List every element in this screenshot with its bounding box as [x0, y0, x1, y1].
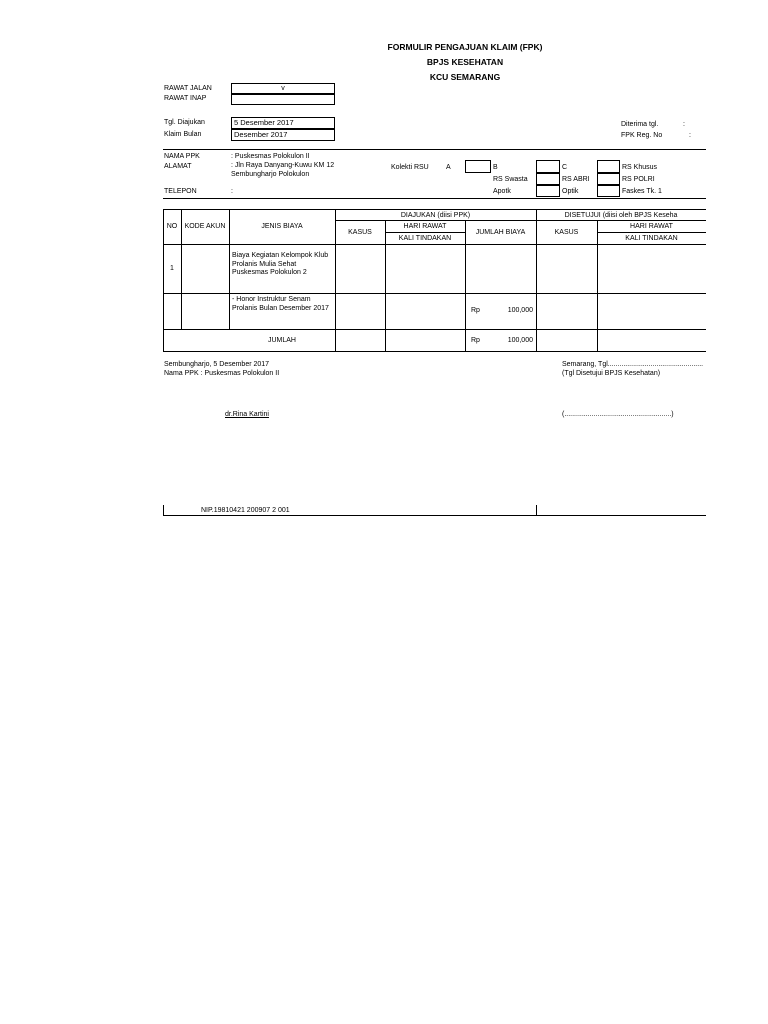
ppk-top-rule [163, 149, 706, 150]
jumlah-amount: 100,000 [507, 337, 533, 344]
hari-rawat-header: HARI RAWAT [403, 223, 447, 230]
rawat-inap-field[interactable] [231, 94, 335, 105]
table-row-jenis: Biaya Kegiatan Kelompok Klub Prolanis Mulia Sehat Puskesmas Polokulon 2 [232, 252, 329, 276]
rawat-jalan-field[interactable]: v [231, 83, 335, 94]
col-no-header: NO [166, 223, 178, 230]
alamat-value-2: Sembungharjo Polokulon [231, 171, 310, 178]
ppk-bottom-rule [163, 198, 706, 199]
footer-left-rule [163, 505, 164, 515]
jumlah-label: JUMLAH [267, 337, 296, 344]
tgl-diajukan-label: Tgl. Diajukan [164, 119, 205, 126]
table-row-currency: Rp [471, 307, 480, 314]
rs-abri-label: RS ABRI [562, 176, 590, 183]
kasus-2-header: KASUS [554, 229, 579, 236]
jumlah-biaya-header: JUMLAH BIAYA [475, 229, 526, 236]
bpjs-signer-line: (.......................................................) [562, 411, 674, 418]
optik-label: Optik [562, 188, 579, 195]
bpjs-approval-note: (Tgl Disetujui BPJS Kesehatan) [562, 370, 661, 377]
table-row-no: 1 [170, 265, 174, 272]
place-date: Sembungharjo, 5 Desember 2017 [164, 361, 270, 368]
org-name: BPJS KESEHATAN [426, 57, 504, 67]
hari-rawat-2-header: HARI RAWAT [630, 223, 673, 230]
table-row-jenis: - Honor Instruktur Senam Prolanis Bulan Desember 2017 [232, 296, 329, 312]
form-title: FORMULIR PENGAJUAN KLAIM (FPK) [387, 42, 543, 52]
alamat-label: ALAMAT [164, 163, 192, 170]
fpk-reg-colon: : [689, 132, 691, 139]
rs-polri-label: RS POLRI [622, 176, 655, 183]
bpjs-place-date: Semarang, Tgl................................................. [562, 361, 704, 368]
rs-swasta-label: RS Swasta [493, 176, 528, 183]
kali-tindakan-2-header: KALI TINDAKAN [625, 235, 678, 242]
nama-ppk-label: NAMA PPK [164, 153, 200, 160]
apotik-label: Apotk [493, 188, 511, 195]
kolekti-b-label: B [493, 164, 498, 171]
alamat-value-1: : Jln Raya Danyang-Kuwu KM 12 [231, 162, 335, 169]
kolekti-a-label: A [446, 164, 451, 171]
table-row-amount: 100,000 [507, 307, 533, 314]
nama-ppk-value: : Puskesmas Polokulon II [231, 153, 310, 160]
kolekti-b-box[interactable] [536, 160, 560, 173]
telepon-label: TELEPON [164, 188, 197, 195]
apotik-box[interactable] [536, 185, 560, 197]
col-jenis-header: JENIS BIAYA [261, 223, 303, 230]
signer-name: dr.Rina Kartini [225, 411, 269, 418]
footer-mid-rule [536, 505, 537, 515]
telepon-value: : [231, 188, 233, 195]
disetujui-header: DISETUJUI (diisi oleh BPJS Keseha [564, 212, 678, 219]
signer-nip: NIP.19810421 200907 2 001 [201, 507, 290, 514]
rawat-jalan-label: RAWAT JALAN [164, 85, 212, 92]
rawat-inap-label: RAWAT INAP [164, 95, 207, 102]
faskes-label: Faskes Tk. 1 [622, 188, 662, 195]
rs-khusus-label: RS Khusus [622, 164, 658, 171]
diterima-colon: : [683, 121, 685, 128]
klaim-bulan-field[interactable]: Desember 2017 [231, 129, 335, 141]
footer-bottom-rule [163, 515, 706, 516]
kolekti-c-label: C [562, 164, 568, 171]
diterima-label: Diterima tgl. [621, 121, 659, 128]
branch-name: KCU SEMARANG [429, 72, 501, 82]
col-kode-header: KODE AKUN [184, 223, 226, 230]
rs-swasta-box[interactable] [536, 173, 560, 185]
kolekti-label: Kolekti RSU [391, 164, 429, 171]
tgl-diajukan-field[interactable]: 5 Desember 2017 [231, 117, 335, 129]
kasus-header: KASUS [348, 229, 372, 236]
rs-abri-box[interactable] [597, 173, 620, 185]
fpk-reg-label: FPK Reg. No [621, 132, 663, 139]
jumlah-currency: Rp [471, 337, 480, 344]
diajukan-header: DIAJUKAN (diisi PPK) [400, 212, 471, 219]
klaim-bulan-label: Klaim Bulan [164, 131, 202, 138]
kolekti-c-box[interactable] [597, 160, 620, 173]
kali-tindakan-header: KALI TINDAKAN [398, 235, 452, 242]
ppk-name-line: Nama PPK : Puskesmas Polokulon II [164, 370, 280, 377]
optik-box[interactable] [597, 185, 620, 197]
kolekti-a-box[interactable] [465, 160, 491, 173]
